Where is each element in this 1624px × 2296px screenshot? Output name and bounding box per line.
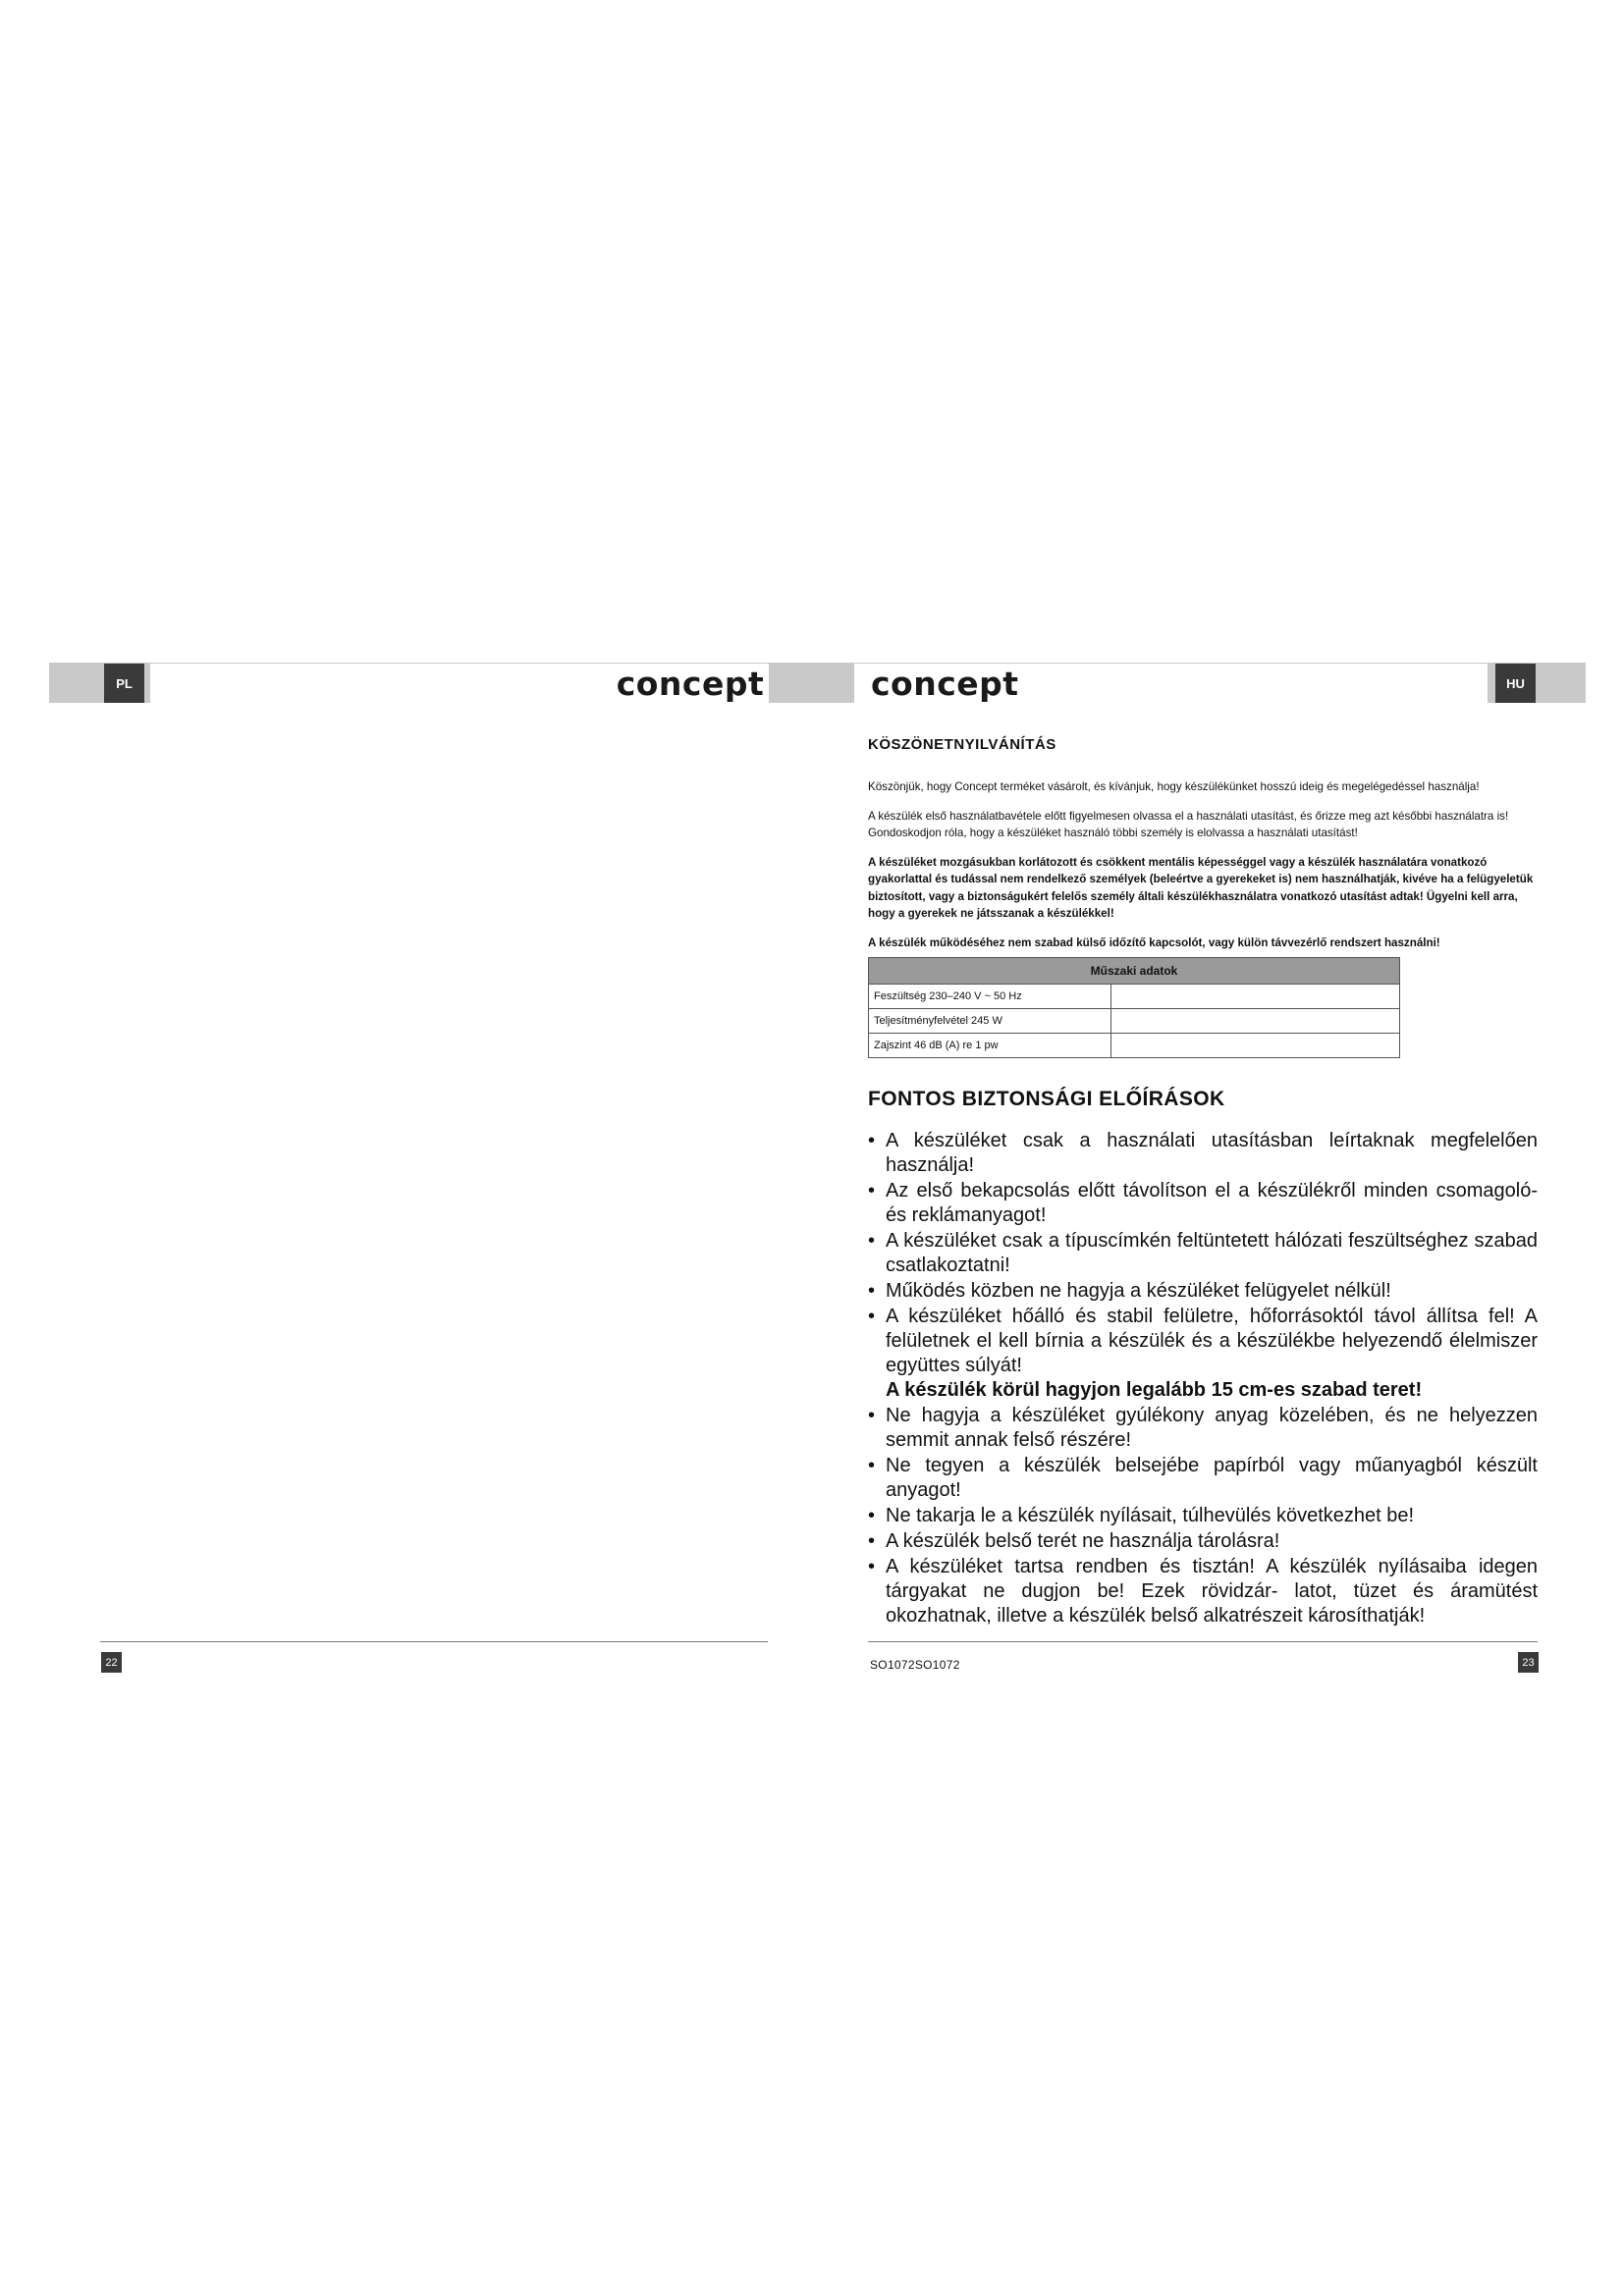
timer-warning: A készülék működéséhez nem szabad külső időzítő kapcsolót, vagy külön távvezérlő rendszert használni! <box>868 935 1440 949</box>
list-item-text: A készüléket csak a típuscímkén feltüntetett hálózati feszültséghez szabad csatlakoztatni! <box>886 1230 1538 1276</box>
list-item-text: A készüléket tartsa rendben és tisztán! A készülék nyílásaiba idegen tárgyakat ne dugjon be! Ezek rövidzár- latot, tüzet és áramütést okozhatnak, illetve a készülék belső alkatrészeit károsíthatják! <box>886 1556 1538 1627</box>
table-row <box>869 1034 1400 1058</box>
table-cell-label: Feszültség 230–240 V ~ 50 Hz <box>869 985 1111 1009</box>
supervision-warning: A készüléket mozgásukban korlátozott és csökkent mentális képességgel vagy a készülék használatára vonatkozó gyakorlattal és tudással nem rendelkező személyek (beleértve a gyerekeket is) nem használhatják, kivéve ha a felügyeletük biztosított, vagy a biztonságukért felelős személy általi készülékhasználatra vonatkozó utasítást adtak! Ügyelni kell arra, hogy a gyerekek ne játsszanak a készülékkel! <box>868 855 1534 920</box>
list-item-text: Ne hagyja a készüléket gyúlékony anyag közelében, és ne helyezzen semmit annak felső részére! <box>886 1405 1538 1451</box>
list-item-text: Az első bekapcsolás előtt távolítson el a készülékről minden csomagoló- és reklámanyagot! <box>886 1180 1538 1226</box>
table-row <box>869 1009 1400 1034</box>
language-badge-hu: HU <box>1495 664 1536 703</box>
technical-data-table <box>868 957 1400 1058</box>
list-item <box>868 1504 1538 1528</box>
list-item-text: A készülék belső terét ne használja tárolásra! <box>886 1530 1280 1552</box>
brand-logo-text: concept <box>616 664 765 703</box>
list-item <box>868 1404 1538 1453</box>
page-content-hu <box>868 736 1545 1629</box>
acknowledgement-title: KÖSZÖNETNYILVÁNÍTÁS <box>868 736 1056 753</box>
list-item <box>868 1454 1538 1503</box>
list-item-text: Ne takarja le a készülék nyílásait, túlhevülés következhet be! <box>886 1505 1415 1526</box>
table-cell-value <box>1111 1009 1400 1034</box>
list-item <box>868 1529 1538 1554</box>
list-item <box>868 1129 1538 1178</box>
list-item <box>868 1305 1538 1403</box>
brand-logo-left <box>150 664 769 703</box>
safety-title: FONTOS BIZTONSÁGI ELŐÍRÁSOK <box>868 1088 1225 1110</box>
list-item <box>868 1279 1538 1304</box>
table-cell-label: Zajszint 46 dB (A) re 1 pw <box>869 1034 1111 1058</box>
thanks-paragraph: Köszönjük, hogy Concept terméket vásárolt, és kívánjuk, hogy készülékünket hosszú ideig és megelégedéssel használja! <box>868 780 1480 793</box>
table-header: Műszaki adatok <box>869 958 1400 985</box>
table-row <box>869 985 1400 1009</box>
list-item-strong-text: A készülék körül hagyjon legalább 15 cm-es szabad teret! <box>886 1379 1423 1401</box>
list-item-text: A készüléket csak a használati utasításban leírtaknak megfelelően használja! <box>886 1130 1538 1176</box>
brand-logo-right <box>854 664 1488 703</box>
page-number-right: 23 <box>1518 1652 1539 1673</box>
page-number-left: 22 <box>101 1652 122 1673</box>
list-item-text: Ne tegyen a készülék belsejébe papírból vagy műanyagból készült anyagot! <box>886 1455 1538 1501</box>
list-item <box>868 1179 1538 1228</box>
footer-divider-right <box>868 1641 1538 1642</box>
model-number: SO1072SO1072 <box>870 1658 960 1672</box>
list-item <box>868 1229 1538 1278</box>
table-cell-label: Teljesítményfelvétel 245 W <box>869 1009 1111 1034</box>
read-manual-paragraph: A készülék első használatbavétele előtt figyelmesen olvassa el a használati utasítást, és őrizze meg azt későbbi használatra is! Gondoskodjon róla, hogy a készüléket használó többi személy is elolvassa a használati utasítást! <box>868 809 1509 839</box>
brand-logo-text: concept <box>871 664 1019 703</box>
list-item <box>868 1555 1538 1629</box>
language-badge-pl: PL <box>104 664 144 703</box>
list-item-text: A készüléket hőálló és stabil felületre, hőforrásoktól távol állítsa fel! A felületnek el kell bírnia a készülék és a készülékbe helyezendő élelmiszer együttes súlyát! <box>886 1306 1538 1376</box>
list-item-text: Működés közben ne hagyja a készüléket felügyelet nélkül! <box>886 1280 1391 1302</box>
safety-list <box>868 1129 1538 1629</box>
footer-divider-left <box>100 1641 768 1642</box>
table-cell-value <box>1111 985 1400 1009</box>
table-cell-value <box>1111 1034 1400 1058</box>
